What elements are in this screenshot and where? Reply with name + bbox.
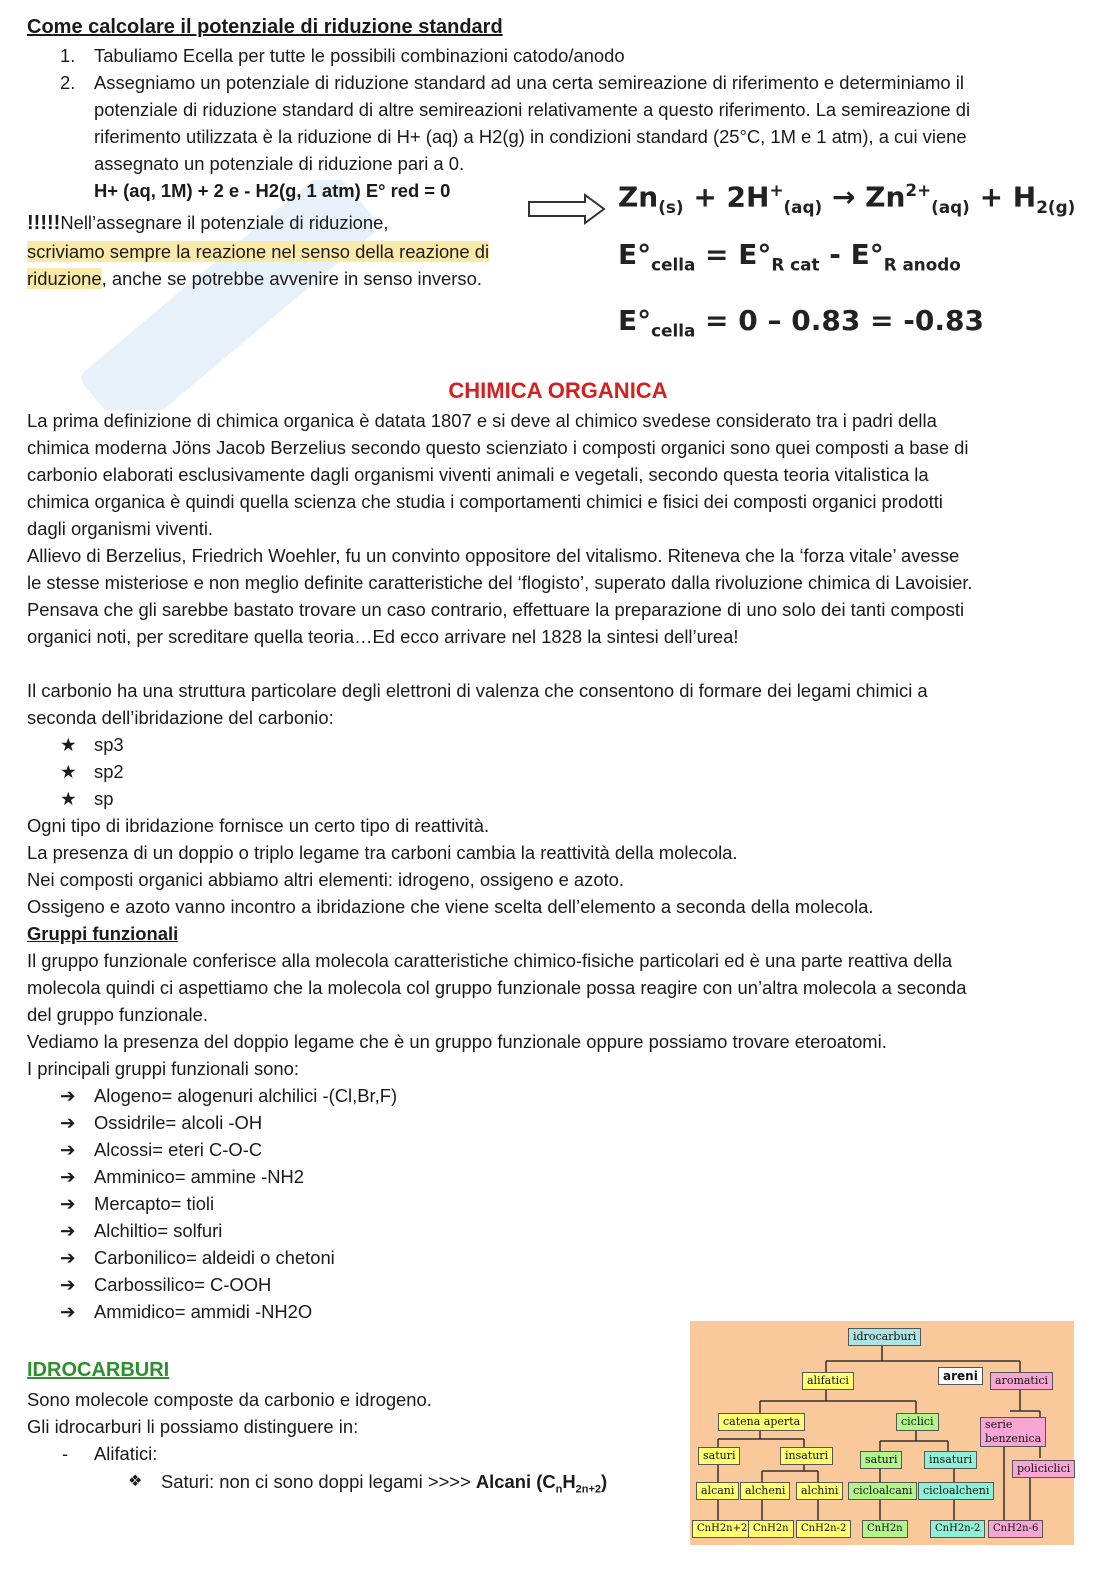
zn-reaction-equation: [618, 180, 1075, 217]
dash-bullet: -: [62, 1443, 69, 1464]
hybrid-item: sp: [94, 788, 114, 809]
paragraph-line: Gli idrocarburi li possiamo distinguere in:: [27, 1416, 359, 1437]
section-title-hydrocarbons: IDROCARBURI: [27, 1359, 170, 1381]
saturated-text: Saturi: non ci sono doppi legami >>>>: [161, 1471, 476, 1492]
node-formula: CnH2n-6: [988, 1520, 1043, 1538]
note-line-3: [27, 265, 482, 292]
section-title-organic: CHIMICA ORGANICA: [448, 378, 668, 403]
eq-sub: (aq): [783, 196, 823, 217]
eq-part: - E°: [819, 238, 884, 271]
reference-reaction: H+ (aq, 1M) + 2 e - H2(g, 1 atm) E° red = 0: [94, 180, 451, 201]
eq-sub: R anodo: [883, 254, 961, 275]
arrow-bullet-icon: ➔: [60, 1301, 76, 1322]
node-formula: CnH2n: [748, 1520, 794, 1538]
paragraph-line: Ossigeno e azoto vanno incontro a ibridazione che viene scelta dell’elemento a seconda della molecola.: [27, 896, 874, 917]
star-icon: ★: [60, 788, 77, 809]
eq-sub: (aq): [931, 196, 970, 217]
eq-sub: cella: [651, 254, 696, 275]
node-formula: CnH2n: [862, 1520, 908, 1538]
eq-sup: 2+: [905, 180, 932, 200]
hybrid-item: sp3: [94, 734, 124, 755]
paragraph-line: chimica organica è quindi quella scienza che studia i comportamenti chimici e fisici dei composti organici prodotti: [27, 491, 943, 512]
functional-group-item: Alchiltio= solfuri: [94, 1220, 223, 1241]
node-formula: CnH2n-2: [796, 1520, 851, 1538]
node-alifatici: alifatici: [802, 1372, 854, 1390]
arrow-bullet-icon: ➔: [60, 1220, 76, 1241]
functional-group-item: Amminico= ammine -NH2: [94, 1166, 305, 1187]
list-item: Tabuliamo Ecella per tutte le possibili combinazioni catodo/anodo: [94, 45, 625, 66]
node-insaturi: insaturi: [780, 1447, 833, 1465]
arrow-bullet-icon: ➔: [60, 1247, 76, 1268]
formula-sub: n: [555, 1483, 563, 1496]
arrow-bullet-icon: ➔: [60, 1085, 76, 1106]
paragraph-line: Pensava che gli sarebbe bastato trovare un caso contrario, effettuare la preparazione di uno solo dei tanti composti: [27, 599, 965, 620]
paragraph-line: chimica moderna Jöns Jacob Berzelius secondo questo scienziato i composti organici sono quei composti a base di: [27, 437, 969, 458]
paragraph-line: del gruppo funzionale.: [27, 1004, 208, 1025]
eq-part: E°: [618, 304, 652, 337]
formula-part: ): [601, 1471, 608, 1492]
eq-part: + 2H: [683, 180, 770, 214]
section-title-potential: Come calcolare il potenziale di riduzione standard: [27, 16, 503, 38]
node-areni: areni: [938, 1367, 983, 1385]
arrow-bullet-icon: ➔: [60, 1166, 76, 1187]
functional-group-item: Carbossilico= C-OOH: [94, 1274, 272, 1295]
saturated-line: [161, 1468, 607, 1504]
diamond-bullet-icon: ❖: [128, 1473, 143, 1490]
functional-group-item: Alogeno= alogenuri alchilici -(Cl,Br,F): [94, 1085, 398, 1106]
hybrid-item: sp2: [94, 761, 124, 782]
node-aromatici: aromatici: [990, 1372, 1053, 1390]
list-number: 1.: [60, 45, 76, 66]
section-title-functional-groups: Gruppi funzionali: [27, 923, 179, 944]
paragraph-line: La prima definizione di chimica organica è datata 1807 e si deve al chimico svedese considerato tra i padri della: [27, 410, 937, 431]
node-insaturi-ciclici: insaturi: [924, 1451, 977, 1469]
functional-group-item: Ossidrile= alcoli -OH: [94, 1112, 263, 1133]
paragraph-line: Ogni tipo di ibridazione fornisce un certo tipo di reattività.: [27, 815, 490, 836]
formula-part: H: [562, 1471, 576, 1492]
note-text: Nell’assegnare il potenziale di riduzione,: [60, 212, 389, 233]
list-item-continued: riferimento utilizzata è la riduzione di H+ (aq) a H2(g) in condizioni standard (25°C, 1M e 1 atm), a cui viene: [94, 126, 967, 147]
node-alcani: alcani: [696, 1482, 739, 1500]
eq-sup: +: [769, 180, 784, 200]
note-exclamation: !!!!!: [27, 212, 61, 234]
paragraph-line: seconda dell’ibridazione del carbonio:: [27, 707, 334, 728]
paragraph-line: molecola quindi ci aspettiamo che la molecola col gruppo funzionale possa reagire con un’altra molecola a seconda: [27, 977, 967, 998]
list-item-continued: potenziale di riduzione standard di altre semireazioni relativamente a questo riferimento. La semireazione di: [94, 99, 971, 120]
list-item-continued: assegnato un potenziale di riduzione pari a 0.: [94, 153, 465, 174]
node-alcheni: alcheni: [740, 1482, 790, 1500]
arrow-bullet-icon: ➔: [60, 1274, 76, 1295]
node-cicloalcheni: cicloalcheni: [918, 1482, 994, 1500]
right-arrow-icon: [527, 193, 607, 225]
aliphatic-label: Alifatici:: [94, 1443, 158, 1464]
node-idrocarburi: idrocarburi: [848, 1328, 921, 1346]
node-cicloalcani: cicloalcani: [848, 1482, 917, 1500]
functional-group-item: Carbonilico= aldeidi o chetoni: [94, 1247, 335, 1268]
paragraph-line: La presenza di un doppio o triplo legame tra carboni cambia la reattività della molecola.: [27, 842, 738, 863]
paragraph-line: carbonio elaborati esclusivamente dagli organismi viventi animali e vegetali, secondo questa teoria vitalistica la: [27, 464, 929, 485]
star-icon: ★: [60, 761, 77, 782]
arrow-bullet-icon: ➔: [60, 1112, 76, 1133]
eq-sub: 2(g): [1036, 196, 1076, 217]
highlighted-text: scriviamo sempre la reazione nel senso della reazione di: [27, 241, 490, 262]
node-saturi: saturi: [698, 1447, 740, 1465]
eq-sub: R cat: [771, 254, 820, 275]
functional-group-item: Mercapto= tioli: [94, 1193, 215, 1214]
paragraph-line: Nei composti organici abbiamo altri elementi: idrogeno, ossigeno e azoto.: [27, 869, 625, 890]
eq-part: E°: [618, 238, 652, 271]
eq-part: → Zn: [822, 180, 906, 214]
note-line-1: [27, 209, 388, 237]
note-text: , anche se potrebbe avvenire in senso inverso.: [101, 268, 482, 289]
paragraph-line: Sono molecole composte da carbonio e idrogeno.: [27, 1389, 432, 1410]
hydrocarbon-classification-diagram: [690, 1321, 1074, 1545]
arrow-bullet-icon: ➔: [60, 1193, 76, 1214]
alkanes-label: Alcani (C: [475, 1471, 556, 1492]
paragraph-line: le stesse misteriose e non meglio definite caratteristiche del ‘flogisto’, superato dalla rivoluzione chimica di Lavoisier.: [27, 572, 973, 593]
eq-part: = E°: [695, 238, 772, 271]
node-policiclici: policiclici: [1012, 1460, 1075, 1478]
functional-group-item: Ammidico= ammidi -NH2O: [94, 1301, 313, 1322]
node-text: benzenica: [985, 1432, 1042, 1445]
paragraph-line: dagli organismi viventi.: [27, 518, 214, 539]
paragraph-line: Il gruppo funzionale conferisce alla molecola caratteristiche chimico-fisiche particolari ed è una parte reattiva della: [27, 950, 953, 971]
eq-sub: (s): [658, 196, 684, 217]
node-saturi-ciclici: saturi: [860, 1451, 902, 1469]
node-formula: CnH2n-2: [930, 1520, 985, 1538]
node-text: serie: [985, 1418, 1013, 1431]
node-formula: CnH2n+2: [692, 1520, 752, 1538]
paragraph-line: Vediamo la presenza del doppio legame che è un gruppo funzionale oppure possiamo trovare eteroatomi.: [27, 1031, 887, 1052]
paragraph-line: I principali gruppi funzionali sono:: [27, 1058, 299, 1079]
eq-sub: cella: [651, 320, 696, 341]
paragraph-line: Il carbonio ha una struttura particolare degli elettroni di valenza che consentono di formare dei legami chimici a: [27, 680, 928, 701]
eq-part: Zn: [618, 180, 659, 214]
star-icon: ★: [60, 734, 77, 755]
highlighted-text: riduzione: [27, 268, 102, 289]
eq-part: + H: [969, 180, 1037, 214]
formula-sub: 2n+2: [575, 1483, 602, 1496]
eq-part: = 0 – 0.83 = -0.83: [695, 304, 984, 337]
node-serie-benzenica: [980, 1417, 1046, 1447]
paragraph-line: organici noti, per screditare quella teoria…Ed ecco arrivare nel 1828 la sintesi dell’urea!: [27, 626, 739, 647]
list-number: 2.: [60, 72, 76, 93]
arrow-bullet-icon: ➔: [60, 1139, 76, 1160]
ecell-value: [618, 304, 984, 341]
ecell-formula: [618, 238, 961, 275]
paragraph-line: Allievo di Berzelius, Friedrich Woehler, fu un convinto oppositore del vitalismo. Riteneva che la ‘forza vitale’ avesse: [27, 545, 960, 566]
functional-group-item: Alcossi= eteri C-O-C: [94, 1139, 263, 1160]
node-catena-aperta: catena aperta: [718, 1413, 805, 1431]
note-line-2: [27, 238, 489, 265]
node-alchini: alchini: [796, 1482, 843, 1500]
list-item: Assegniamo un potenziale di riduzione standard ad una certa semireazione di riferimento e determiniamo il: [94, 72, 964, 93]
node-ciclici: ciclici: [896, 1413, 939, 1431]
